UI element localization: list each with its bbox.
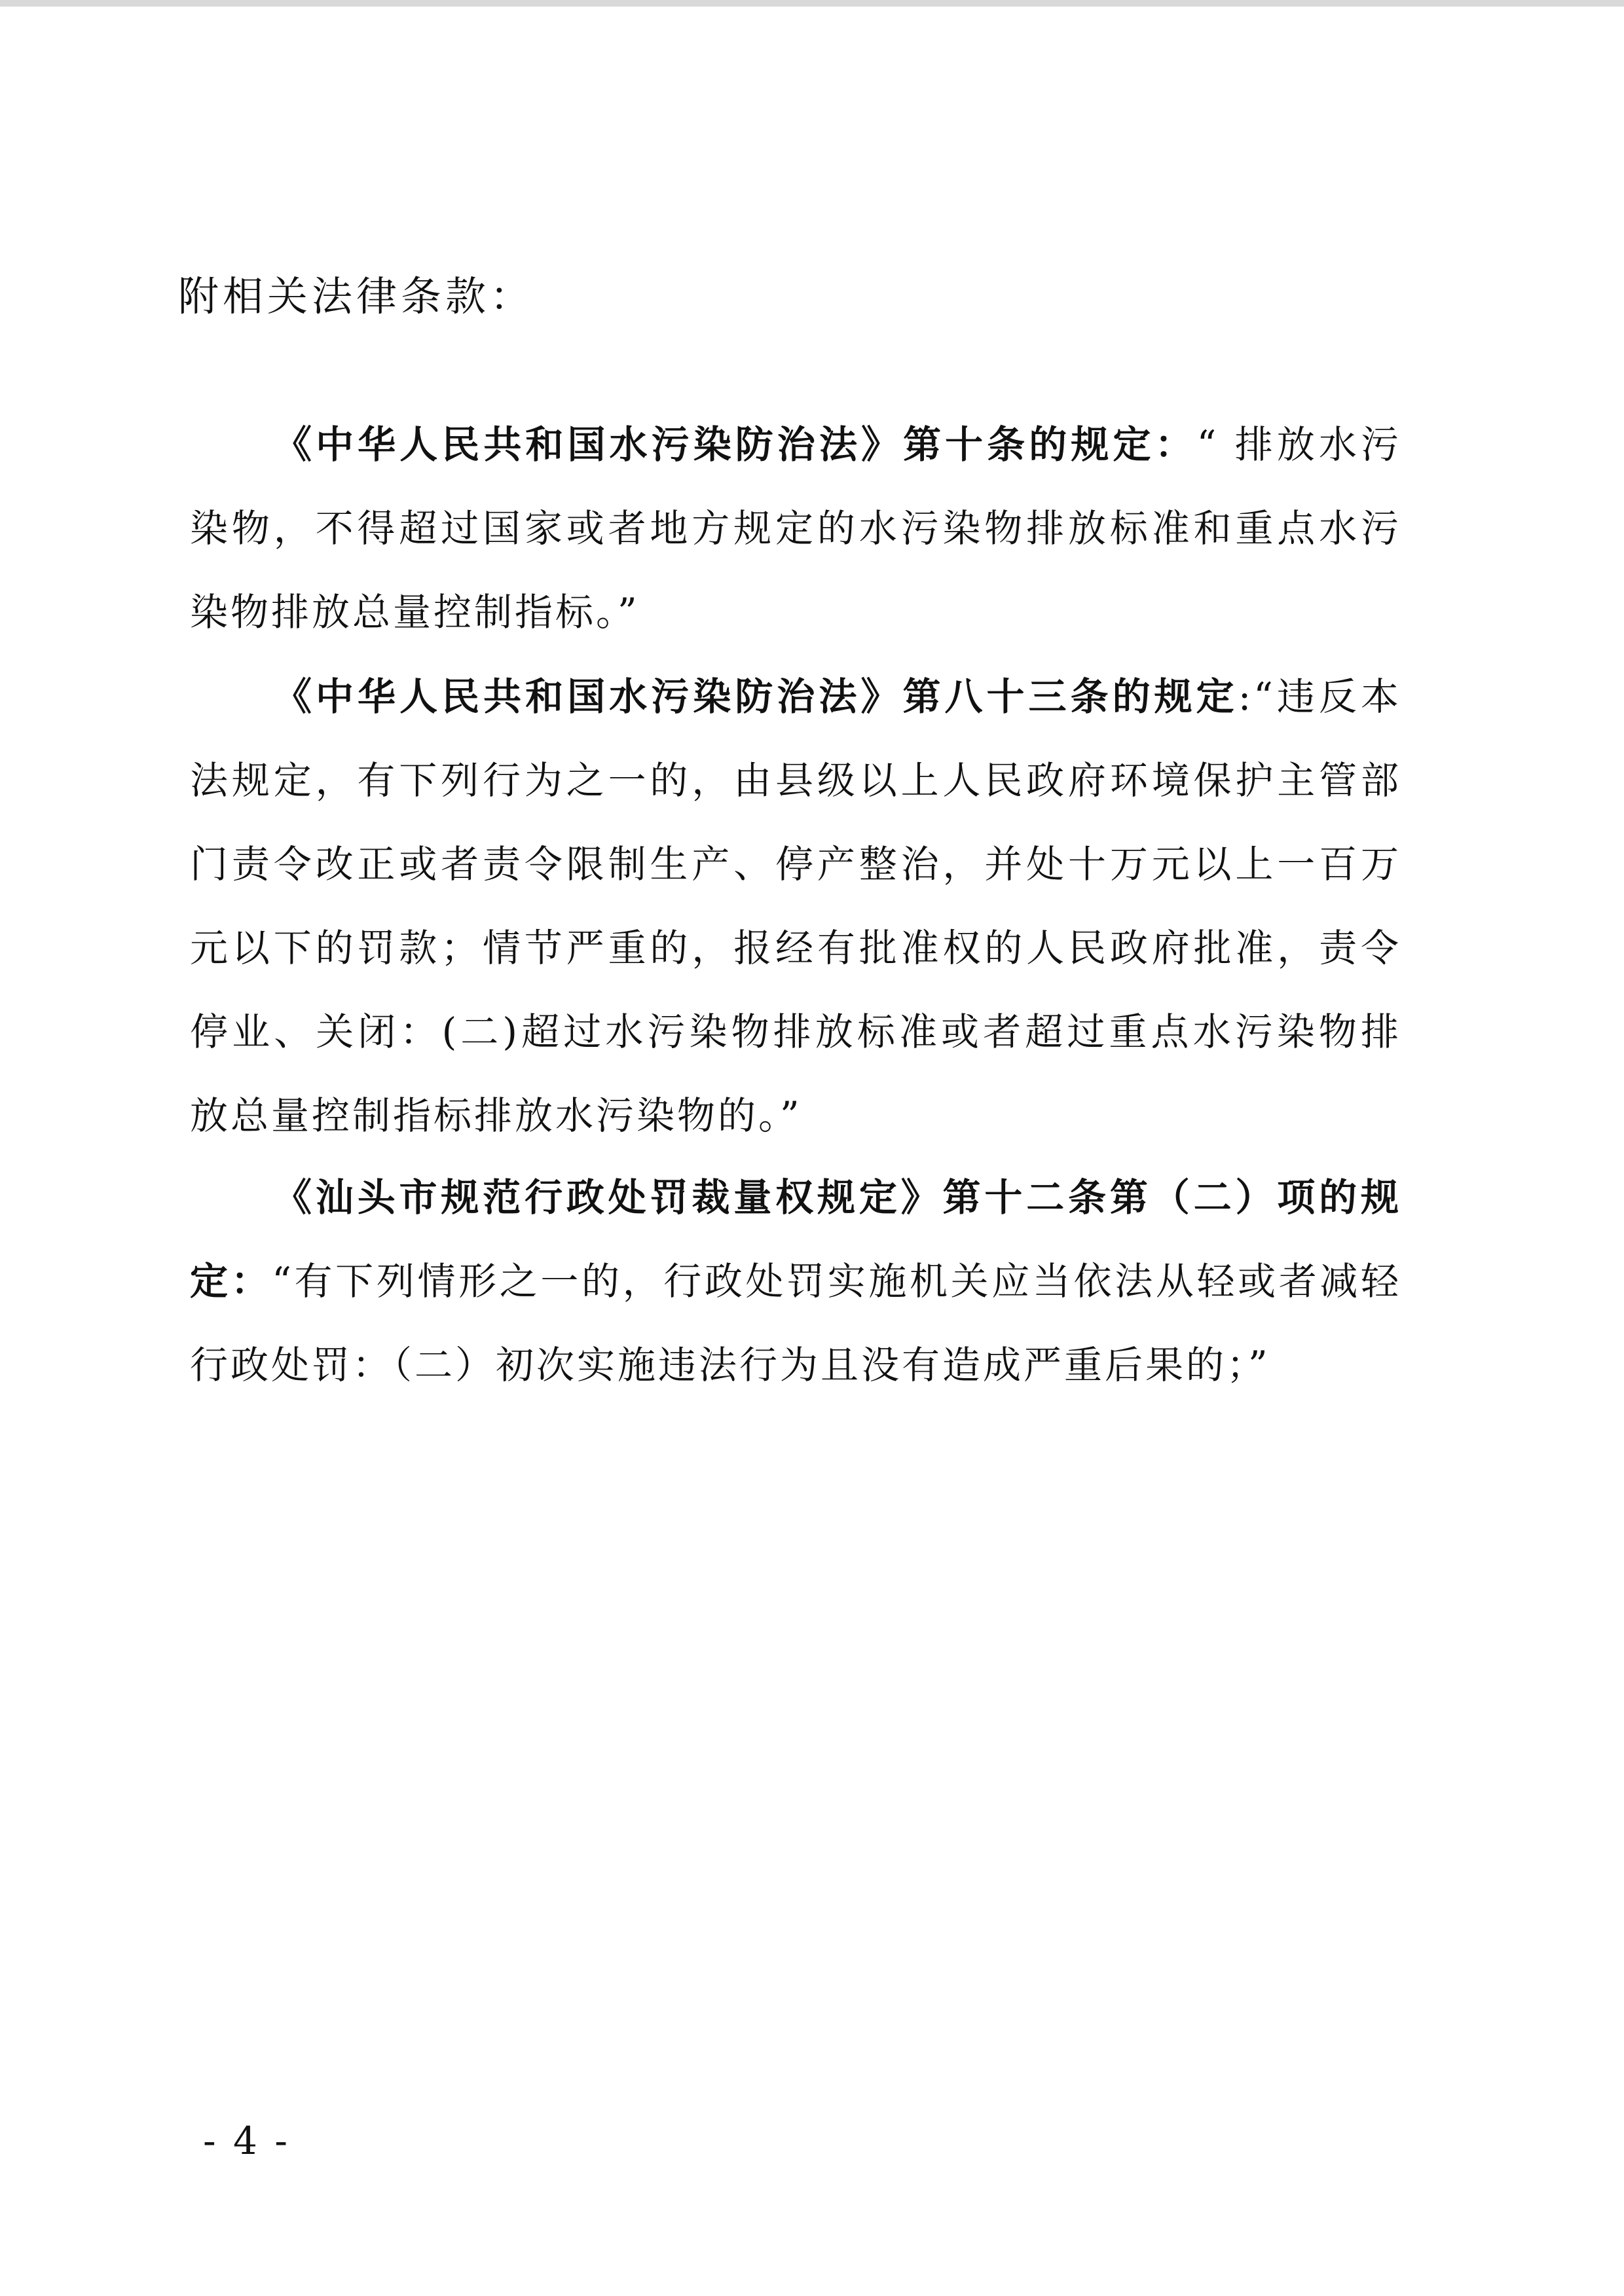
law-text: “有下列情形之一的，行政处罚实施机关应当依法从轻或者减轻行政处罚：（二）初次实施违法行为且没有造成严重后果的；” — [190, 1259, 1401, 1387]
law-citation: 《汕头市规范行政处罚裁量权规定》第十二条第（二）项的规定： — [190, 1175, 1401, 1303]
law-paragraph-3 — [190, 1156, 1401, 1407]
law-paragraph-1 — [190, 403, 1401, 654]
law-paragraph-2 — [190, 655, 1401, 1157]
page-number: - 4 - — [203, 2119, 290, 2163]
law-citation: 《中华人民共和国水污染防治法》第十条的规定： — [274, 422, 1197, 467]
law-citation: 《中华人民共和国水污染防治法》第八十三条的规定 — [274, 674, 1238, 719]
scan-edge — [0, 0, 1624, 7]
attachment-heading: 附相关法律条款： — [178, 272, 535, 320]
law-text: “ 排放水污染物，不得超过国家或者地方规定的水污染物排放标准和重点水污染物排放总量控制指标。” — [190, 422, 1401, 634]
law-text: :“违反本法规定，有下列行为之一的，由县级以上人民政府环境保护主管部门责令改正或者责令限制生产、停产整治，并处十万元以上一百万元以下的罚款；情节严重的，报经有批准权的人民政府批准，责令停业、关闭：(二)超过水污染物排放标准或者超过重点水污染物排放总量控制指标排放水污染物的。” — [190, 674, 1401, 1138]
